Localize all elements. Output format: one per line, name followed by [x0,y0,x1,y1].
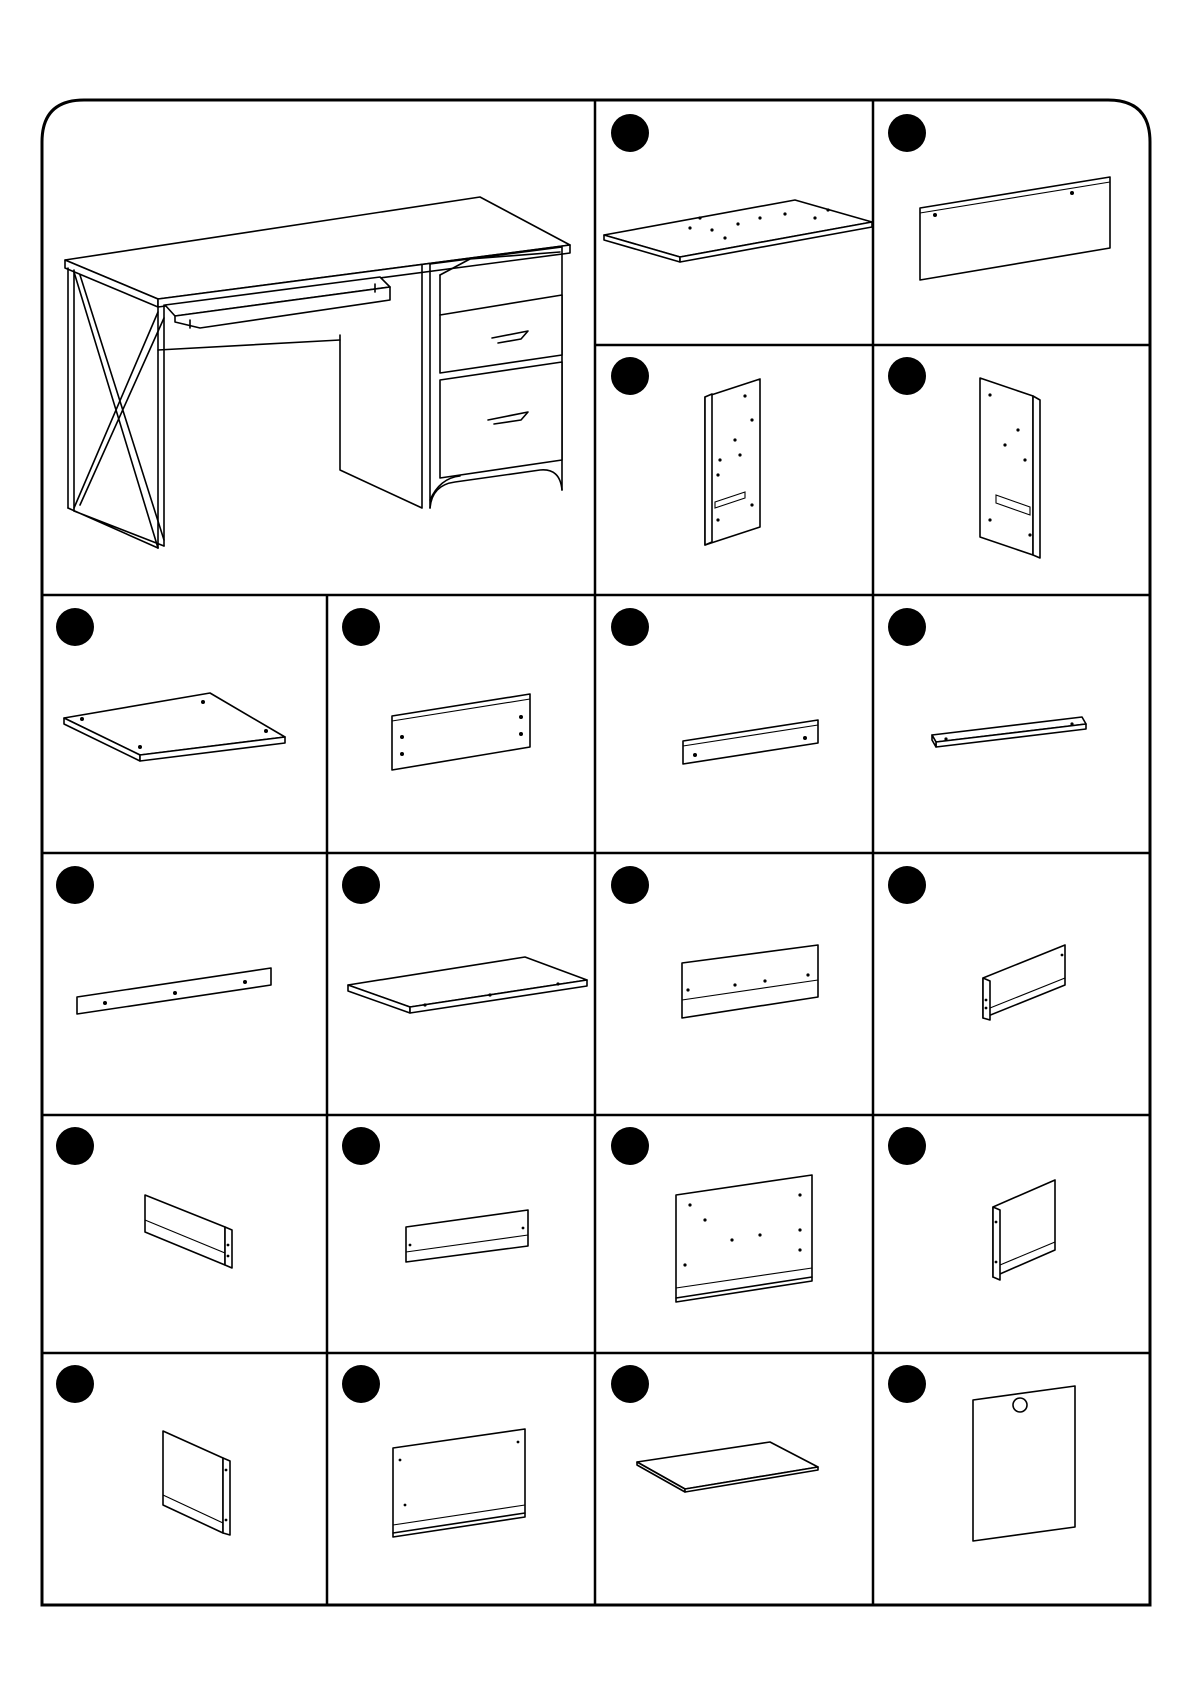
part-12-drawing [983,945,1065,1020]
part-11-drawing [682,945,818,1018]
part-badge [888,1127,926,1165]
part-badge [56,1127,94,1165]
part-badge [888,1365,926,1403]
part-05-drawing [64,693,285,761]
part-badge [888,608,926,646]
part-badge [611,357,649,395]
part-badge [342,608,380,646]
part-badge [56,608,94,646]
part-badge [342,866,380,904]
part-16-drawing [993,1180,1055,1280]
part-08-drawing [932,717,1086,747]
part-20-drawing [973,1386,1075,1541]
part-17-drawing [163,1431,230,1535]
part-01-drawing [604,200,872,262]
part-badge [888,357,926,395]
part-badge [611,114,649,152]
part-07-drawing [683,720,818,764]
part-badge [342,1365,380,1403]
part-badge [611,1365,649,1403]
part-15-drawing [676,1175,812,1302]
part-18-drawing [393,1429,525,1537]
part-19-drawing [637,1442,818,1492]
part-06-drawing [392,694,530,770]
part-badge [888,866,926,904]
part-03-drawing [705,379,760,545]
part-badge [56,866,94,904]
part-badge [611,1127,649,1165]
part-13-drawing [145,1195,232,1268]
part-10-drawing [348,957,587,1013]
part-09-drawing [77,968,271,1014]
part-badge [56,1365,94,1403]
part-badge [611,608,649,646]
part-14-drawing [406,1210,528,1262]
part-04-drawing [980,378,1040,558]
part-badge [888,114,926,152]
part-badge [611,866,649,904]
part-badge [342,1127,380,1165]
desk-illustration [65,197,570,548]
part-02-drawing [920,177,1110,280]
